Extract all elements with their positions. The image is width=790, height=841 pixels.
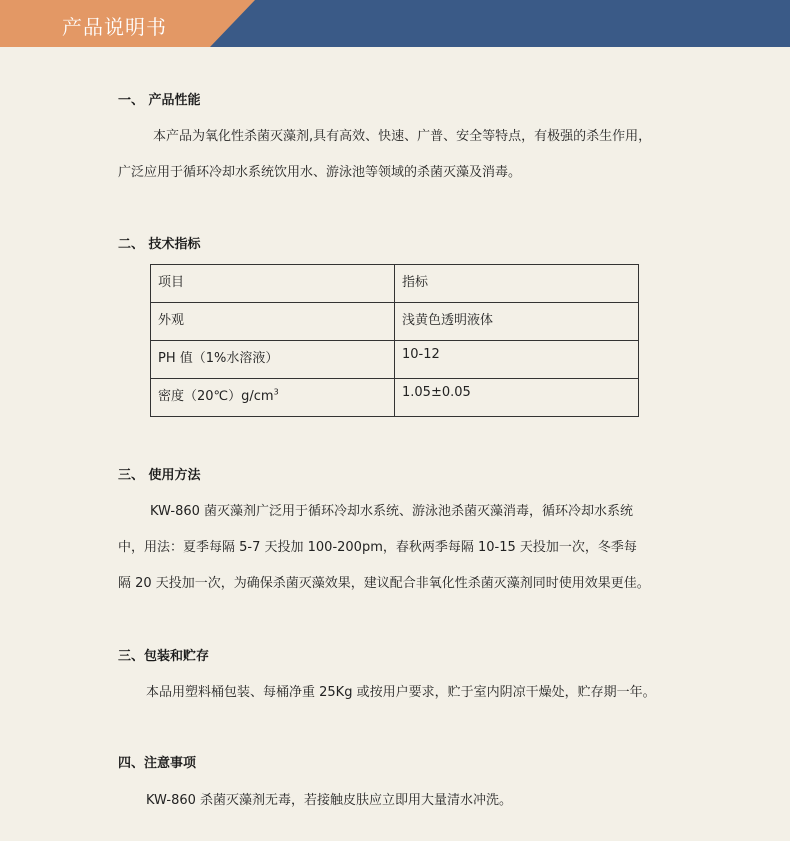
section-title-performance: 一、 产品性能 <box>118 93 201 108</box>
table-row <box>151 303 639 341</box>
section-title-precautions: 四、注意事项 <box>118 756 197 771</box>
section-title-usage: 三、 使用方法 <box>118 468 201 483</box>
table-header-cell: 指标 <box>395 265 639 303</box>
section-title-packaging: 三、包装和贮存 <box>118 649 210 664</box>
precautions-text-line-1: KW-860 杀菌灭藻剂无毒，若接触皮肤应立即用大量清水冲洗。 <box>146 793 513 808</box>
performance-text-line-2: 广泛应用于循环冷却水系统饮用水、游泳池等领域的杀菌灭藻及消毒。 <box>118 165 522 180</box>
table-cell: 浅黄色透明液体 <box>395 303 639 341</box>
table-cell <box>151 379 395 417</box>
table-header-cell: 项目 <box>151 265 395 303</box>
usage-text-line-2: 中，用法：夏季每隔 5-7 天投加 100-200pm，春秋两季每隔 10-15 天投加一次，冬季每 <box>118 540 637 555</box>
table-cell: 10-12 <box>395 341 639 379</box>
table-row <box>151 379 639 417</box>
packaging-text-line-1: 本品用塑料桶包装、每桶净重 25Kg 或按用户要求，贮于室内阴凉干燥处，贮存期一年。 <box>146 685 656 700</box>
header-bar <box>0 0 790 47</box>
density-superscript: 3 <box>273 387 279 397</box>
performance-text-line-1: 本产品为氧化性杀菌灭藻剂,具有高效、快速、广普、安全等特点，有极强的杀生作用， <box>153 129 652 144</box>
density-label: 密度（20℃）g/cm <box>158 389 274 404</box>
table-cell: 外观 <box>151 303 395 341</box>
table-row <box>151 341 639 379</box>
section-title-specs: 二、 技术指标 <box>118 237 201 252</box>
usage-text-line-1: KW-860 菌灭藻剂广泛用于循环冷却水系统、游泳池杀菌灭藻消毒，循环冷却水系统 <box>150 504 634 519</box>
spec-table <box>150 264 639 417</box>
page-title: 产品说明书 <box>62 15 167 39</box>
table-cell: PH 值（1%水溶液） <box>151 341 395 379</box>
table-cell: 1.05±0.05 <box>395 379 639 417</box>
table-header-row <box>151 265 639 303</box>
usage-text-line-3: 隔 20 天投加一次，为确保杀菌灭藻效果，建议配合非氧化性杀菌灭藻剂同时使用效果更佳。 <box>118 576 650 591</box>
